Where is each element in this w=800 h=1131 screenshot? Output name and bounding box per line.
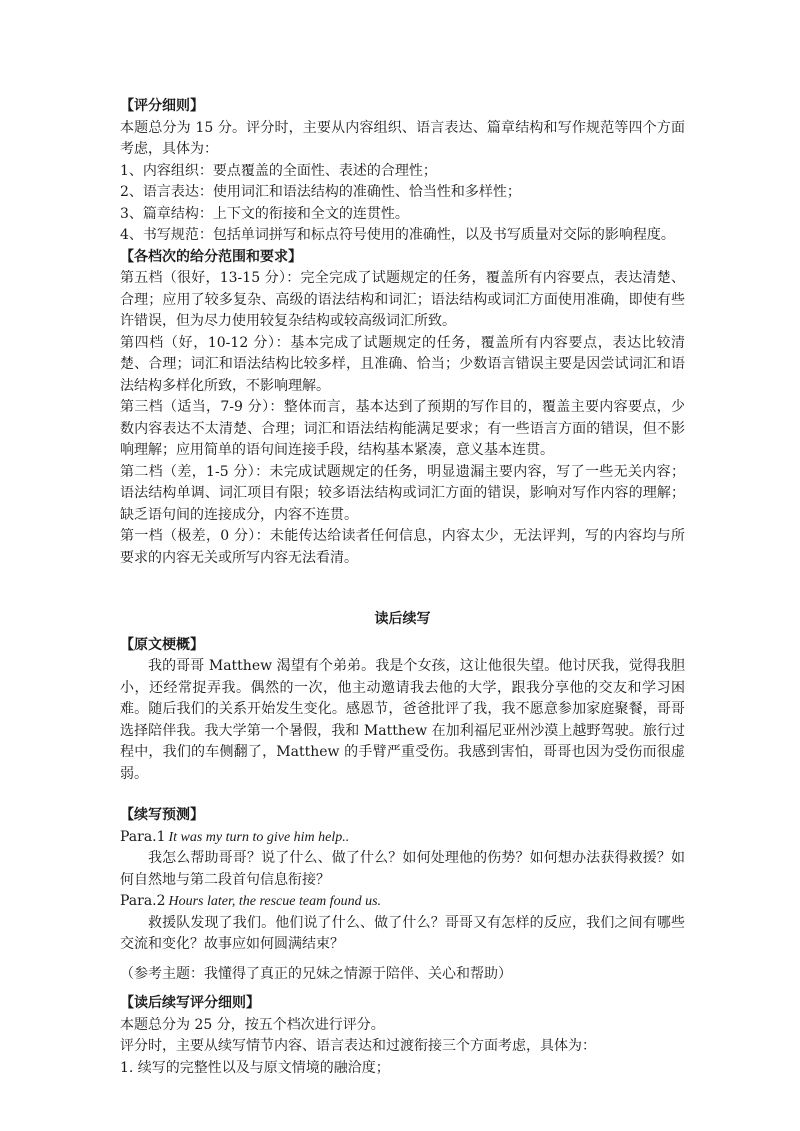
grade-level-4: 第四档（好，10-12 分）：基本完成了试题规定的任务，覆盖所有内容要点，表达比较清楚、合理；词汇和语法结构比较多样，且准确、恰当；少数语言错误主要是因尝试词汇和语法结构多样化所致，不影响理解。 [120, 334, 685, 394]
grade-levels-heading: 【各档次的给分范围和要求】 [120, 248, 302, 265]
scoring-rules-intro: 本题总分为 15 分。评分时，主要从内容组织、语言表达、篇章结构和写作规范等四个方面考虑，具体为： [120, 119, 685, 157]
criterion-language: 2、语言表达：使用词汇和语法结构的准确性、恰当性和多样性； [120, 184, 521, 200]
grade-level-1: 第一档（极差，0 分）：未能传达给读者任何信息，内容太少，无法评判，写的内容均与所要求的内容无关或所写内容无法看清。 [120, 528, 685, 566]
criterion-content: 1、内容组织：要点覆盖的全面性、表述的合理性； [120, 162, 437, 179]
grade-level-2: 第二档（差，1-5 分）：未完成试题规定的任务，明显遗漏主要内容，写了一些无关内容；语法结构单调、词汇项目有限；较多语法结构或词汇方面的错误，影响对写作内容的理解；缺乏语句间的连接成分，内容不连贯。 [120, 463, 685, 523]
para-2-line [120, 891, 685, 913]
section-gap [120, 985, 685, 993]
document-content [120, 96, 685, 1079]
para-1-line [120, 827, 685, 849]
grade-level-3: 第三档（适当，7-9 分）：整体而言，基本达到了预期的写作目的，覆盖主要内容要点，少数内容表达不太清楚、合理；词汇和语法结构能满足要求；有一些语言方面的错误，但不影响理解；应用简单的语句间连接手段，结构基本紧凑，意义基本连贯。 [120, 399, 685, 458]
para-2-question: 救援队发现了我们。他们说了什么、做了什么？哥哥又有怎样的反应，我们之间有哪些交流和变化？故事应如何圆满结束？ [120, 914, 685, 952]
criterion-writing: 4、书写规范：包括单词拼写和标点符号使用的准确性，以及书写质量对交际的影响程度。 [120, 227, 675, 243]
continuation-title: 读后续写 [374, 611, 431, 627]
para-1-label: Para.1 [120, 828, 166, 845]
section-gap [120, 956, 685, 964]
continuation-rule-total: 本题总分为 25 分，按五个档次进行评分。 [120, 1016, 385, 1033]
continuation-rules-heading: 【读后续写评分细则】 [120, 995, 260, 1011]
scoring-rules-heading: 【评分细则】 [120, 98, 204, 114]
section-gap [120, 569, 685, 589]
para-1-sentence: It was my turn to give him help.. [168, 829, 350, 845]
continuation-rule-1: 1. 续写的完整性以及与原文情境的融洽度； [120, 1059, 390, 1076]
section-gap [120, 785, 685, 805]
summary-heading: 【原文梗概】 [120, 636, 204, 653]
criterion-structure: 3、篇章结构：上下文的衔接和全文的连贯性。 [120, 205, 409, 222]
para-2-label: Para.2 [120, 893, 166, 909]
theme-note: （参考主题：我懂得了真正的兄妹之情源于陪伴、关心和帮助） [120, 965, 512, 982]
para-1-question: 我怎么帮助哥哥？说了什么、做了什么？如何处理他的伤势？如何想办法获得救援？如何自然地与第二段首句信息衔接？ [120, 850, 685, 888]
story-summary: 我的哥哥 Matthew 渴望有个弟弟。我是个女孩，这让他很失望。他讨厌我，觉得我胆小，还经常捉弄我。偶然的一次，他主动邀请我去他的大学，跟我分享他的交友和学习困难。随后我们的关系开始发生变化。感恩节，爸爸批评了我，我不愿意参加家庭聚餐，哥哥选择陪伴我。我大学第一个暑假，我和 Matthew 在加利福尼亚州沙漠上越野驾驶。旅行过程中，我们的车侧翻了，Matthew 的手臂严重受伤。我感到害怕，哥哥也因为受伤而很虚弱。 [120, 658, 685, 782]
grade-level-5: 第五档（很好，13-15 分）：完全完成了试题规定的任务，覆盖所有内容要点，表达清楚、合理；应用了较多复杂、高级的语法结构和词汇；语法结构或词汇方面使用准确，即使有些许错误，但为尽力使用较复杂结构或较高级词汇所致。 [120, 270, 685, 329]
continuation-rule-aspects: 评分时，主要从续写情节内容、语言表达和过渡衔接三个方面考虑，具体为： [120, 1038, 596, 1054]
prediction-heading: 【续写预测】 [120, 807, 204, 823]
para-2-sentence: Hours later, the rescue team found us. [168, 894, 382, 909]
